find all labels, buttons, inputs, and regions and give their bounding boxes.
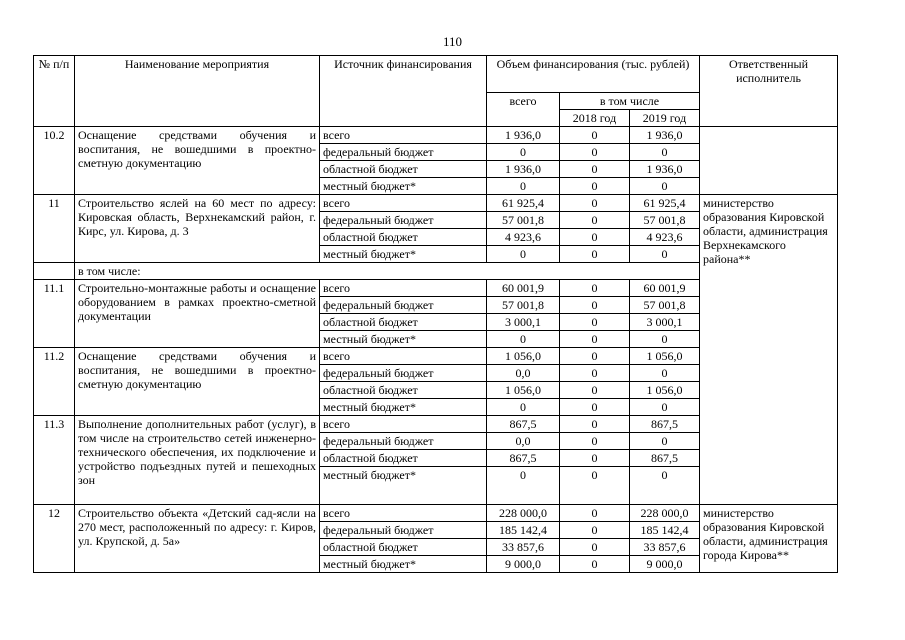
funding-source: областной бюджет [320, 314, 487, 331]
value-2019: 0 [630, 144, 700, 161]
value-total: 57 001,8 [487, 297, 560, 314]
funding-source: федеральный бюджет [320, 522, 487, 539]
value-2018: 0 [560, 365, 630, 382]
funding-source: областной бюджет [320, 539, 487, 556]
value-2018: 0 [560, 212, 630, 229]
header-row-1 [34, 56, 838, 93]
value-total: 0 [487, 144, 560, 161]
value-2018: 0 [560, 161, 630, 178]
value-total: 9 000,0 [487, 556, 560, 573]
value-total: 0,0 [487, 433, 560, 450]
value-2019: 0 [630, 246, 700, 263]
value-2018: 0 [560, 297, 630, 314]
activity-name: Строительно-монтажные работы и оснащение оборудованием в рамках проектно-сметной документации [75, 280, 320, 348]
value-2019: 228 000,0 [630, 505, 700, 522]
funding-source: местный бюджет* [320, 399, 487, 416]
value-2018: 0 [560, 522, 630, 539]
funding-source: федеральный бюджет [320, 144, 487, 161]
funding-source: всего [320, 505, 487, 522]
value-2019: 185 142,4 [630, 522, 700, 539]
value-total: 228 000,0 [487, 505, 560, 522]
value-total: 0 [487, 399, 560, 416]
header-executor: Ответственный исполнитель [700, 56, 838, 127]
value-total: 0 [487, 331, 560, 348]
value-total: 185 142,4 [487, 522, 560, 539]
funding-source: местный бюджет* [320, 331, 487, 348]
row-number [34, 263, 75, 280]
header-2019: 2019 год [630, 110, 700, 127]
funding-source: федеральный бюджет [320, 433, 487, 450]
activity-name: Выполнение дополнительных работ (услуг), в том числе на строительство сетей инженерно-технического обеспечения, их подключение и устройство подъездных путей и пешеходных зон [75, 416, 320, 505]
value-2019: 57 001,8 [630, 212, 700, 229]
value-total: 867,5 [487, 416, 560, 433]
funding-source: местный бюджет* [320, 246, 487, 263]
funding-source: местный бюджет* [320, 178, 487, 195]
funding-source: всего [320, 280, 487, 297]
value-total: 0 [487, 246, 560, 263]
financing-table [33, 55, 838, 573]
value-total: 4 923,6 [487, 229, 560, 246]
value-2019: 867,5 [630, 450, 700, 467]
value-2019: 1 056,0 [630, 348, 700, 365]
row-number: 12 [34, 505, 75, 573]
funding-source: областной бюджет [320, 161, 487, 178]
value-2018: 0 [560, 178, 630, 195]
value-2018: 0 [560, 450, 630, 467]
value-2018: 0 [560, 467, 630, 505]
value-total: 867,5 [487, 450, 560, 467]
value-2019: 867,5 [630, 416, 700, 433]
value-2019: 4 923,6 [630, 229, 700, 246]
value-2019: 3 000,1 [630, 314, 700, 331]
page-number: 110 [442, 34, 463, 49]
value-2019: 61 925,4 [630, 195, 700, 212]
value-2018: 0 [560, 280, 630, 297]
row-number: 11.3 [34, 416, 75, 505]
header-name: Наименование мероприятия [75, 56, 320, 127]
responsible-executor: министерство образования Кировской области, администрация города Кирова** [700, 505, 838, 573]
activity-name: Оснащение средствами обучения и воспитания, не вошедшими в проектно-сметную документацию [75, 127, 320, 195]
value-total: 3 000,1 [487, 314, 560, 331]
row-number: 11.2 [34, 348, 75, 416]
funding-source: областной бюджет [320, 382, 487, 399]
value-2018: 0 [560, 348, 630, 365]
header-source: Источник финансирования [320, 56, 487, 127]
value-2019: 1 936,0 [630, 127, 700, 144]
value-2019: 33 857,6 [630, 539, 700, 556]
value-total: 1 936,0 [487, 127, 560, 144]
value-2018: 0 [560, 331, 630, 348]
value-2018: 0 [560, 229, 630, 246]
value-total: 0,0 [487, 365, 560, 382]
row-number: 10.2 [34, 127, 75, 195]
funding-source: областной бюджет [320, 229, 487, 246]
funding-source: федеральный бюджет [320, 212, 487, 229]
value-total: 0 [487, 467, 560, 505]
funding-source: всего [320, 195, 487, 212]
funding-source: федеральный бюджет [320, 297, 487, 314]
table-row [34, 127, 838, 144]
value-total: 61 925,4 [487, 195, 560, 212]
value-total: 60 001,9 [487, 280, 560, 297]
value-2018: 0 [560, 382, 630, 399]
row-number: 11.1 [34, 280, 75, 348]
funding-source: всего [320, 127, 487, 144]
value-2019: 0 [630, 178, 700, 195]
value-2019: 0 [630, 467, 700, 505]
value-2018: 0 [560, 127, 630, 144]
value-total: 1 056,0 [487, 348, 560, 365]
value-2019: 57 001,8 [630, 297, 700, 314]
value-2018: 0 [560, 539, 630, 556]
table-row [34, 505, 838, 522]
value-total: 57 001,8 [487, 212, 560, 229]
funding-source: местный бюджет* [320, 556, 487, 573]
activity-name: Оснащение средствами обучения и воспитания, не вошедшими в проектно-сметную документацию [75, 348, 320, 416]
value-2019: 1 936,0 [630, 161, 700, 178]
value-2018: 0 [560, 246, 630, 263]
funding-source: федеральный бюджет [320, 365, 487, 382]
activity-name: Строительство яслей на 60 мест по адресу: Кировская область, Верхнекамский район, г. Кирс, ул. Кирова, д. 3 [75, 195, 320, 263]
value-2019: 0 [630, 365, 700, 382]
value-2019: 0 [630, 331, 700, 348]
funding-source: областной бюджет [320, 450, 487, 467]
activity-name: в том числе: [75, 263, 700, 280]
responsible-executor [700, 127, 838, 195]
funding-source: всего [320, 348, 487, 365]
value-2019: 9 000,0 [630, 556, 700, 573]
table-row [34, 195, 838, 212]
header-including: в том числе [560, 93, 700, 110]
value-2018: 0 [560, 556, 630, 573]
value-2018: 0 [560, 144, 630, 161]
value-2019: 0 [630, 433, 700, 450]
header-2018: 2018 год [560, 110, 630, 127]
activity-name: Строительство объекта «Детский сад-ясли на 270 мест, расположенный по адресу: г. Киров, ул. Крупской, д. 5а» [75, 505, 320, 573]
funding-source: всего [320, 416, 487, 433]
value-2018: 0 [560, 314, 630, 331]
row-number: 11 [34, 195, 75, 263]
responsible-executor: министерство образования Кировской области, администрация Верхнекамского района** [700, 195, 838, 505]
value-total: 1 936,0 [487, 161, 560, 178]
value-total: 33 857,6 [487, 539, 560, 556]
value-2018: 0 [560, 195, 630, 212]
value-total: 1 056,0 [487, 382, 560, 399]
value-2018: 0 [560, 505, 630, 522]
header-volume: Объем финансирования (тыс. рублей) [487, 56, 700, 93]
header-num: № п/п [34, 56, 75, 127]
value-2018: 0 [560, 433, 630, 450]
value-2019: 60 001,9 [630, 280, 700, 297]
value-2018: 0 [560, 399, 630, 416]
header-total: всего [487, 93, 560, 127]
value-2018: 0 [560, 416, 630, 433]
funding-source: местный бюджет* [320, 467, 487, 505]
value-2019: 1 056,0 [630, 382, 700, 399]
value-2019: 0 [630, 399, 700, 416]
value-total: 0 [487, 178, 560, 195]
